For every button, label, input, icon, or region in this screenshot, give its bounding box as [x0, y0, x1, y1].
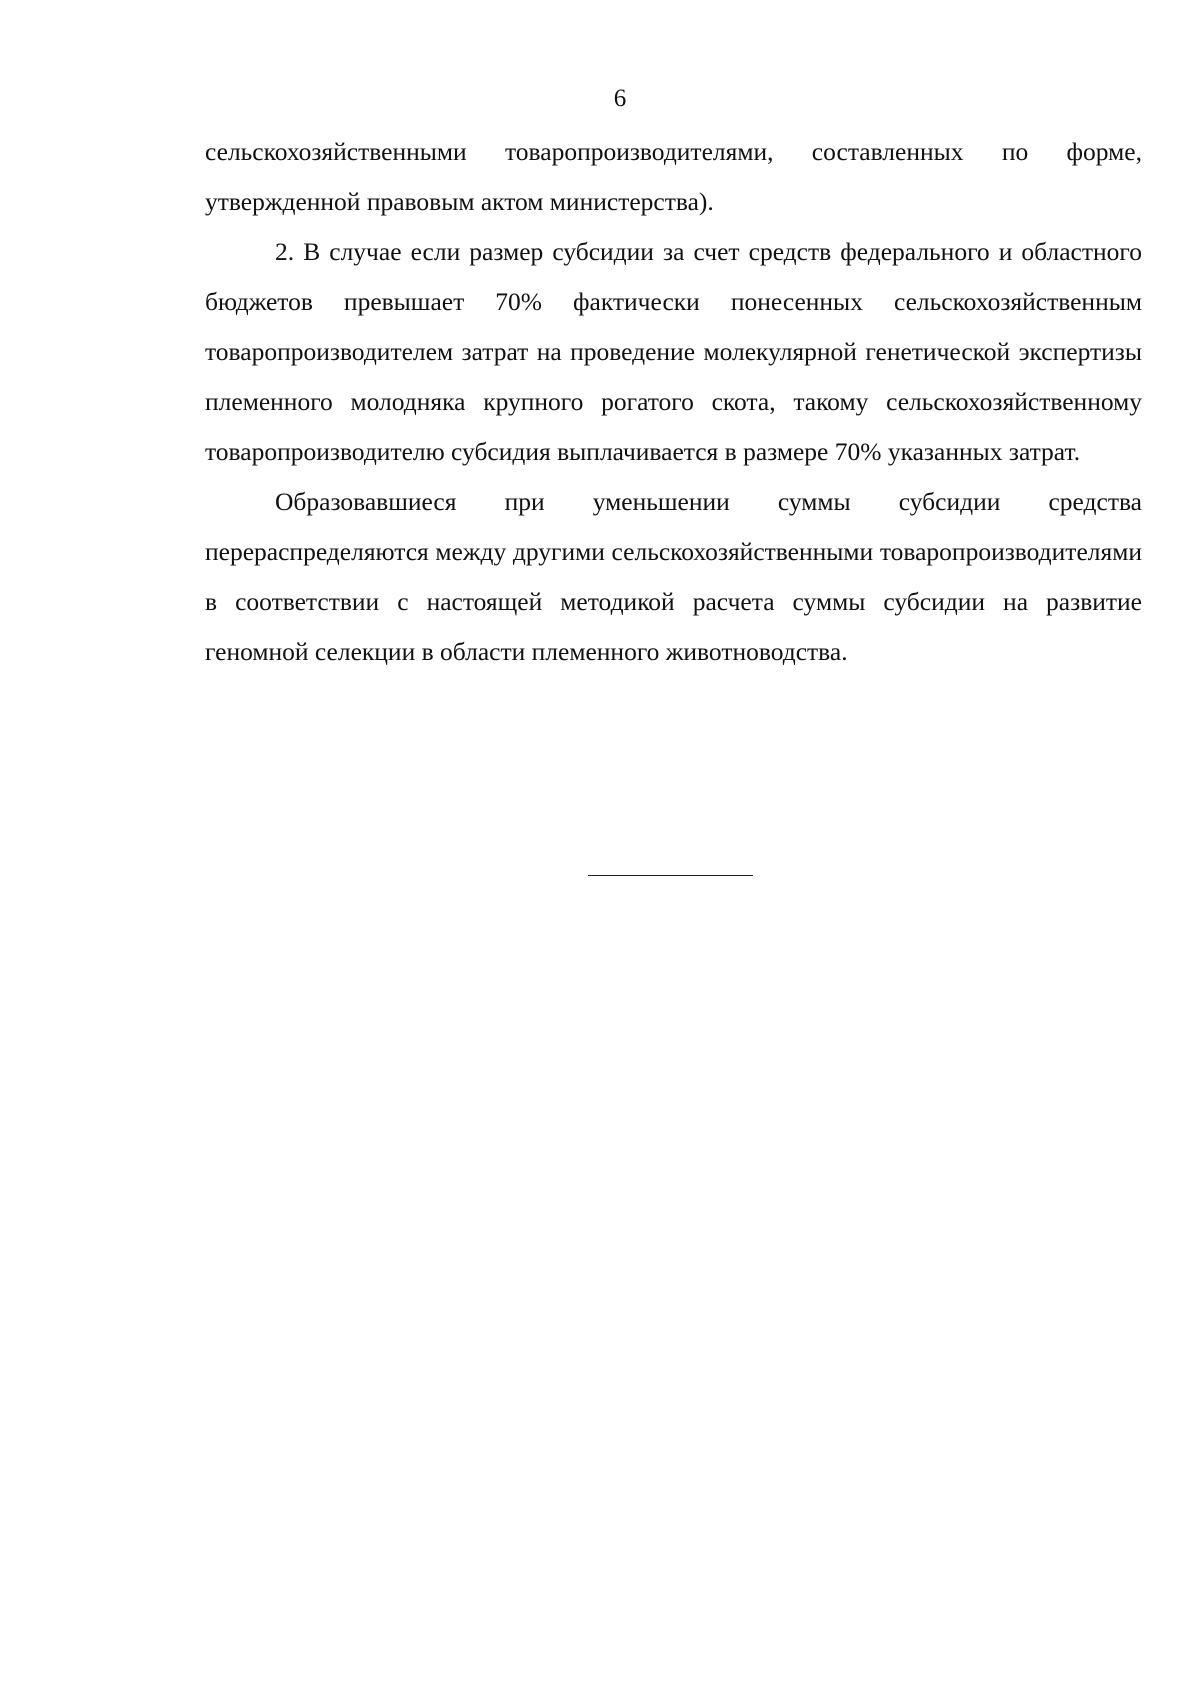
paragraph-continuation: сельскохозяйственными товаропроизводителями, составленных по форме, утвержденной правовым актом министерства). — [205, 137, 1142, 216]
paragraph-clause-2: 2. В случае если размер субсидии за счет средств федерального и областного бюджетов превышает 70% фактически понесенных сельскохозяйственным товаропроизводителем затрат на проведение молекулярной генетической экспертизы племенного молодняка крупного рогатого скота, такому сельскохозяйственному товаропроизводителю субсидия выплачивается в размере 70% указанных затрат. — [205, 237, 1142, 466]
paragraph-redistribution: Образовавшиеся при уменьшении суммы субсидии средства перераспределяются между другими сельскохозяйственными товаропроизводителями в соответствии с настоящей методикой расчета суммы субсидии на развитие геномной селекции в области племенного животноводства. — [205, 487, 1142, 666]
end-separator-line — [588, 875, 753, 876]
document-body — [205, 127, 1142, 677]
page-number: 6 — [613, 85, 627, 112]
